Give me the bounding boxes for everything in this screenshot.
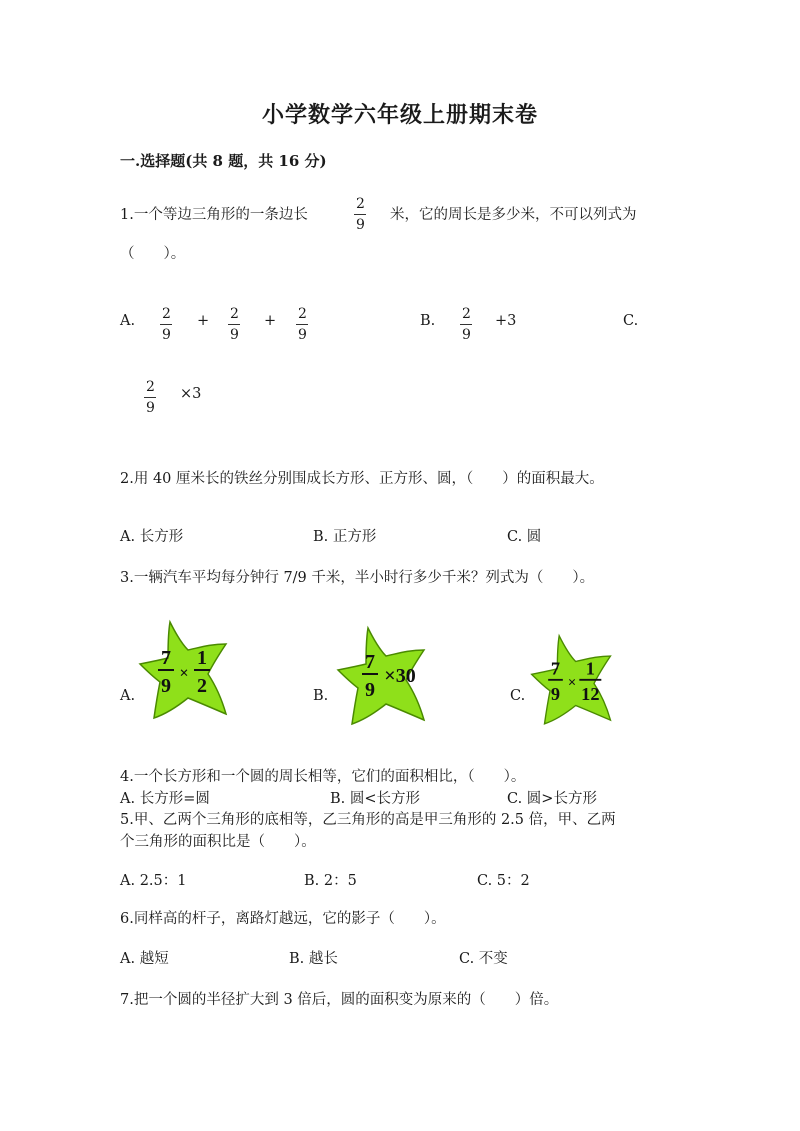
fraction-denominator: 9: [298, 327, 307, 343]
fraction-2-9: [296, 307, 309, 342]
star-text-op: ×: [179, 665, 189, 682]
question-4-text: 4.一个长方形和一个圆的周长相等，它们的面积相比，（ ）。: [120, 769, 526, 785]
star-text-n1: 7: [161, 647, 171, 669]
star-text-n1: 7: [365, 651, 375, 673]
option-b-label[interactable]: B.: [313, 688, 329, 704]
fraction-2-9: [144, 380, 157, 415]
fraction-denominator: 9: [230, 327, 239, 343]
option-a[interactable]: A. 长方形: [120, 529, 184, 545]
option-a-label[interactable]: A.: [120, 313, 136, 329]
option-a[interactable]: A. 长方形=圆: [120, 791, 210, 807]
fraction-denominator: 9: [356, 217, 365, 233]
option-c-label[interactable]: C.: [623, 313, 639, 329]
question-5-line2: 个三角形的面积比是（ ）。: [120, 834, 316, 850]
fraction-numerator: 2: [356, 196, 365, 212]
fraction-numerator: 2: [298, 306, 307, 322]
star-text-n2: 1: [197, 647, 207, 669]
option-b-label[interactable]: B.: [420, 313, 436, 329]
option-c[interactable]: C. 圆: [507, 529, 542, 545]
page-title: 小学数学六年级上册期末卷: [261, 102, 538, 128]
star-text-op: ×30: [384, 665, 416, 687]
star-text-d1: 9: [161, 675, 171, 697]
fraction-numerator: 2: [146, 379, 155, 395]
option-a-label[interactable]: A.: [120, 688, 136, 704]
option-b[interactable]: B. 2：5: [304, 873, 357, 889]
fraction-2-9: [354, 197, 367, 232]
plus-sign: +: [197, 313, 210, 329]
option-b[interactable]: B. 正方形: [313, 529, 377, 545]
star-text-d2: 2: [197, 675, 207, 697]
star-text-op: ×: [567, 675, 577, 692]
star-text-d1: 9: [550, 684, 561, 704]
fraction-denominator: 9: [162, 327, 171, 343]
question-2-text: 2.用 40 厘米长的铁丝分别围成长方形、正方形、圆，（ ）的面积最大。: [120, 471, 604, 487]
star-option-b-image[interactable]: [334, 622, 430, 726]
option-c-tail: ×3: [180, 386, 202, 402]
question-7-text: 7.把一个圆的半径扩大到 3 倍后，圆的面积变为原来的（ ）倍。: [120, 992, 559, 1008]
section-heading: 一.选择题(共 8 题，共 16 分): [120, 152, 327, 170]
option-b[interactable]: B. 圆<长方形: [330, 791, 421, 807]
fraction-2-9: [160, 307, 173, 342]
fraction-numerator: 2: [230, 306, 239, 322]
option-a[interactable]: A. 2.5：1: [120, 873, 187, 889]
question-6-text: 6.同样高的杆子，离路灯越远，它的影子（ ）。: [120, 911, 446, 927]
fraction-2-9: [228, 307, 241, 342]
option-a[interactable]: A. 越短: [120, 951, 169, 967]
option-c[interactable]: C. 圆>长方形: [507, 791, 597, 807]
plus-sign: +: [264, 313, 277, 329]
star-text-d1: 9: [365, 679, 375, 701]
question-5-line1: 5.甲、乙两个三角形的底相等，乙三角形的高是甲三角形的 2.5 倍，甲、乙两: [120, 812, 616, 828]
question-3-text: 3.一辆汽车平均每分钟行 7/9 千米，半小时行多少千米？列式为（ ）。: [120, 570, 595, 586]
fraction-denominator: 9: [462, 327, 471, 343]
star-option-c-image[interactable]: [528, 630, 616, 726]
star-text-n1: 7: [550, 658, 561, 679]
star-text-n2: 1: [585, 658, 595, 679]
option-c-label[interactable]: C.: [510, 688, 526, 704]
option-c[interactable]: C. 不变: [459, 951, 508, 967]
question-1-suffix: 米，它的周长是多少米，不可以列式为: [390, 207, 637, 223]
option-b[interactable]: B. 越长: [289, 951, 338, 967]
option-b-tail: +3: [495, 313, 517, 329]
question-1-line2: （ ）。: [120, 246, 186, 262]
option-c[interactable]: C. 5：2: [477, 873, 530, 889]
question-1-prefix: 1.一个等边三角形的一条边长: [120, 207, 308, 223]
fraction-numerator: 2: [462, 306, 471, 322]
fraction-numerator: 2: [162, 306, 171, 322]
fraction-denominator: 9: [146, 400, 155, 416]
fraction-2-9: [460, 307, 473, 342]
star-text-d2: 12: [581, 684, 600, 704]
star-option-a-image[interactable]: [136, 616, 232, 720]
